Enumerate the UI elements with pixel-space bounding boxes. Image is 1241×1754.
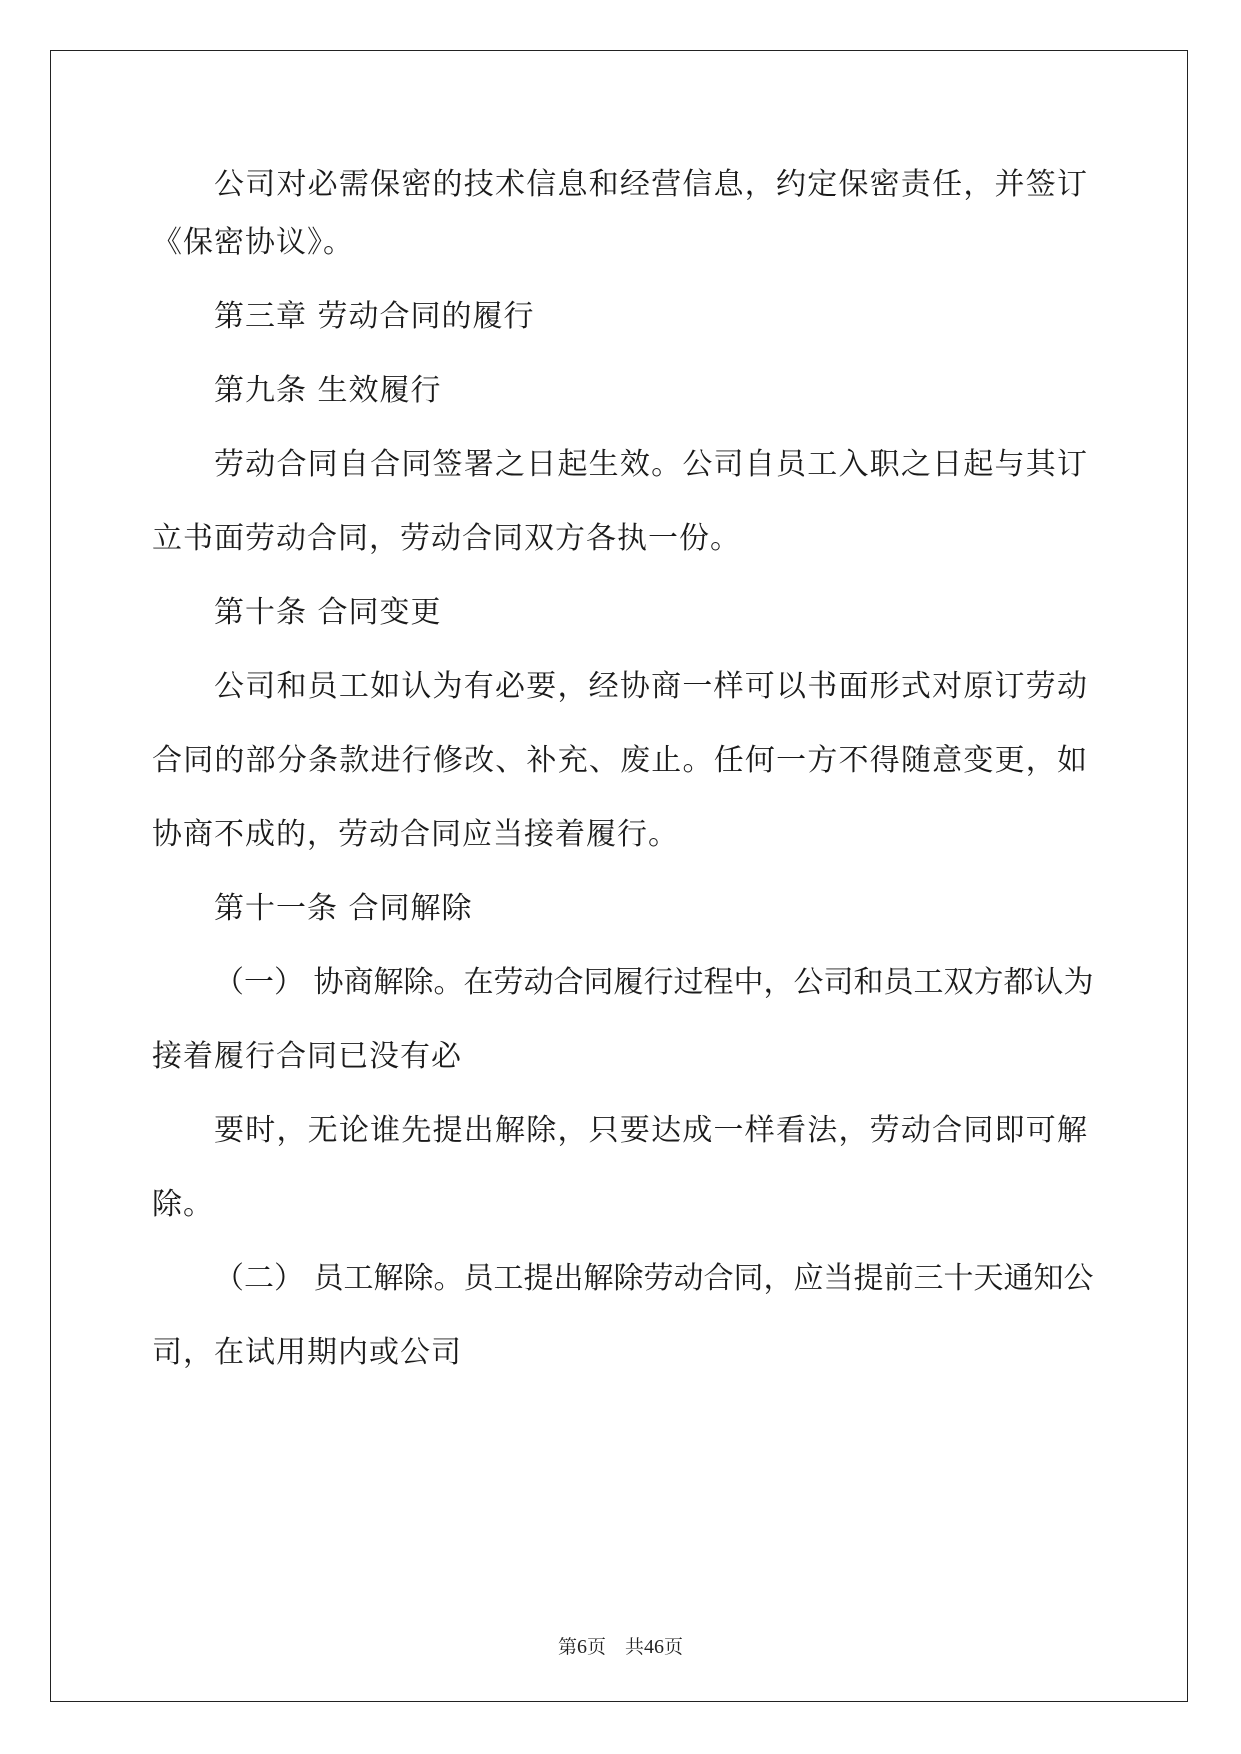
paragraph-line: 《保密协议》。 (152, 225, 354, 260)
paragraph-line: （一） 协商解除。在劳动合同履行过程中，公司和员工双方都认为 (214, 965, 1094, 1000)
chapter-heading: 第三章 劳动合同的履行 (214, 299, 535, 334)
article-heading: 第九条 生效履行 (214, 373, 442, 408)
paragraph-line: 接着履行合同已没有必 (152, 1039, 462, 1074)
paragraph-line: （二） 员工解除。员工提出解除劳动合同，应当提前三十天通知公 (214, 1261, 1094, 1296)
paragraph-line: 协商不成的，劳动合同应当接着履行。 (152, 817, 679, 852)
paragraph-line: 合同的部分条款进行修改、补充、废止。任何一方不得随意变更，如 (152, 743, 1087, 778)
paragraph-line: 立书面劳动合同，劳动合同双方各执一份。 (152, 521, 741, 556)
paragraph-line: 除。 (152, 1187, 214, 1222)
footer-total-prefix: 共 (625, 1637, 645, 1658)
paragraph-line: 要时，无论谁先提出解除，只要达成一样看法，劳动合同即可解 (214, 1113, 1087, 1148)
paragraph-line: 司，在试用期内或公司 (152, 1335, 462, 1370)
paragraph-line: 劳动合同自合同签署之日起生效。公司自员工入职之日起与其订 (214, 447, 1087, 482)
footer-page-suffix: 页 (586, 1637, 606, 1658)
footer-prefix: 第 (557, 1637, 577, 1658)
article-heading: 第十条 合同变更 (214, 595, 442, 630)
page-footer (0, 1632, 1241, 1659)
article-heading: 第十一条 合同解除 (214, 891, 473, 926)
paragraph-line: 公司和员工如认为有必要，经协商一样可以书面形式对原订劳动 (214, 669, 1087, 704)
paragraph-line: 公司对必需保密的技术信息和经营信息，约定保密责任，并签订 (214, 167, 1087, 202)
page-number: 6 (576, 1636, 587, 1658)
total-pages: 46 (644, 1636, 665, 1658)
footer-total-suffix: 页 (664, 1637, 684, 1658)
